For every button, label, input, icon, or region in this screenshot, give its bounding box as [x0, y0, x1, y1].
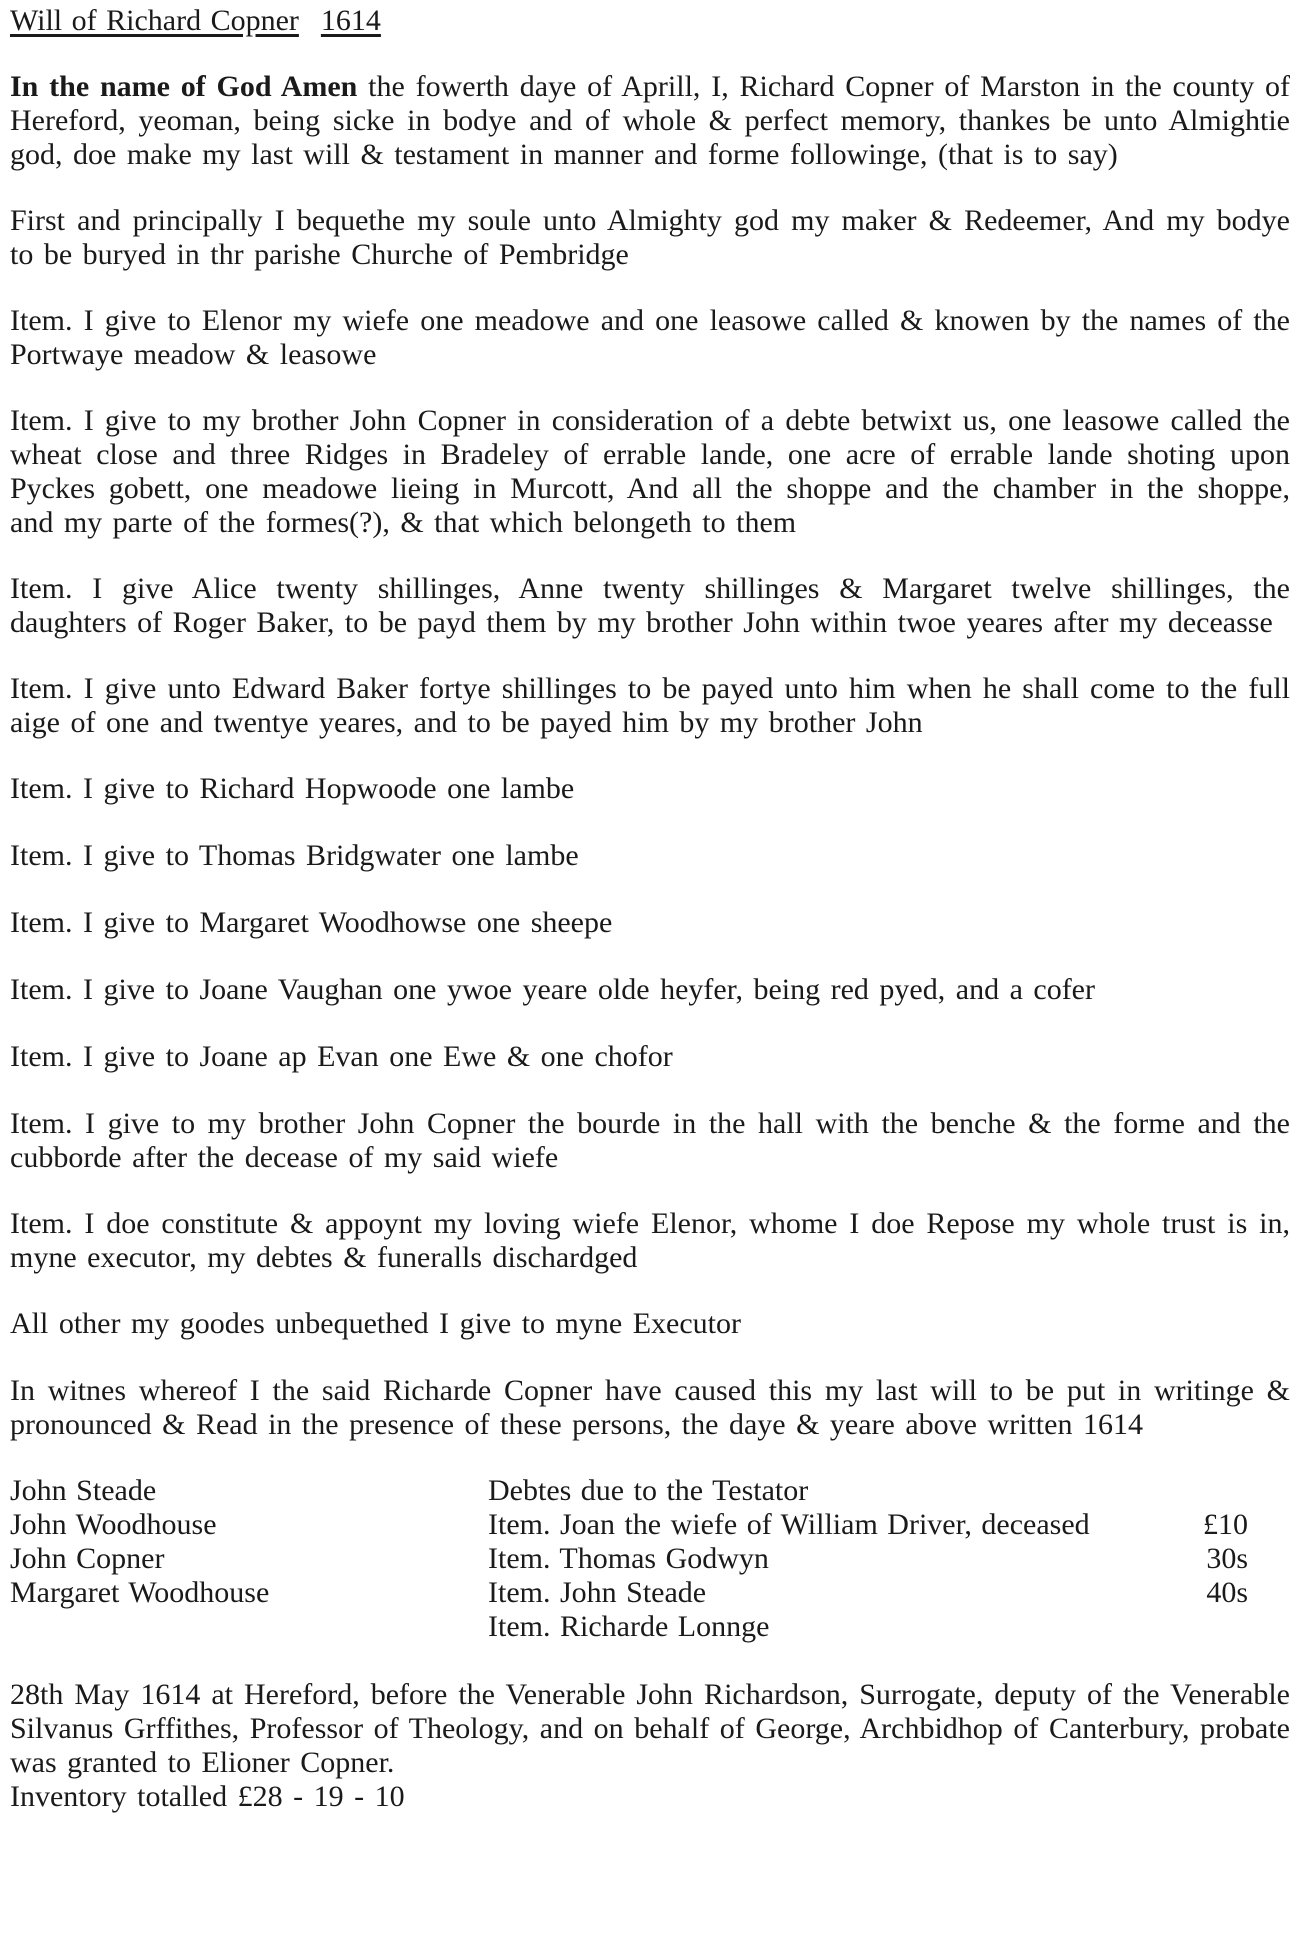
debt-amount: 40s: [1206, 1576, 1248, 1609]
debt-row: [488, 1576, 1248, 1610]
probate-section: [10, 1678, 1290, 1814]
paragraph-item-woodhowse: Item. I give to Margaret Woodhowse one sheepe: [10, 906, 613, 939]
paragraph-item-john-copner: Item. I give to my brother John Copner in consideration of a debte betwixt us, one leasowe called the wheat close and three Ridges in Bradeley of errable lande, one acre of errable lande shoting upon Pyckes gobett, one meadowe lieing in Murcott, And all the shoppe and the chamber in the shoppe, and my parte of the formes(?), & that which belongeth to them: [10, 404, 1290, 539]
witness-list: [10, 1474, 488, 1644]
paragraph-witness-clause: In witnes whereof I the said Richarde Copner have caused this my last will to be put in writinge & pronounced & Read in the presence of these persons, the daye & yeare above written 1614: [10, 1374, 1290, 1441]
debts-heading: Debtes due to the Testator: [488, 1474, 809, 1507]
debt-label: Item. Thomas Godwyn: [488, 1542, 769, 1575]
witness-name: John Woodhouse: [10, 1508, 217, 1541]
debt-amount: 30s: [1206, 1542, 1248, 1575]
debt-label: Item. Richarde Lonnge: [488, 1610, 770, 1643]
preamble-lead: In the name of God Amen: [10, 70, 358, 103]
witness-name: Margaret Woodhouse: [10, 1576, 270, 1609]
preamble-paragraph: [10, 70, 1290, 172]
title-text: Will of Richard Copner: [10, 4, 299, 37]
paragraph-item-vaughan: Item. I give to Joane Vaughan one ywoe yeare olde heyfer, being red pyed, and a cofer: [10, 973, 1095, 1006]
paragraph-item-edward-baker: Item. I give unto Edward Baker fortye shillinges to be payed unto him when he shall come to the full aige of one and twentye yeares, and to be payed him by my brother John: [10, 672, 1290, 739]
debts-list: [488, 1474, 1248, 1644]
paragraph-goods: All other my goodes unbequethed I give to myne Executor: [10, 1307, 741, 1340]
debt-amount: £10: [1203, 1508, 1248, 1541]
signatures-and-debts: [10, 1474, 1290, 1644]
document-title: [10, 4, 381, 38]
inventory-total: Inventory totalled £28 - 19 - 10: [10, 1780, 405, 1813]
debt-row: [488, 1508, 1248, 1542]
witness-name: John Copner: [10, 1542, 165, 1575]
probate-text: 28th May 1614 at Hereford, before the Venerable John Richardson, Surrogate, deputy of the Venerable Silvanus Grffithes, Professor of Theology, and on behalf of George, Archbidhop of Canterbury, probate was granted to Elioner Copner.: [10, 1678, 1290, 1779]
paragraph-item-elenor: Item. I give to Elenor my wiefe one meadowe and one leasowe called & knowen by the names of the Portwaye meadow & leasowe: [10, 304, 1290, 371]
will-document: [10, 4, 1290, 1814]
preamble-text: the fowerth daye of Aprill, I, Richard Copner of Marston in the county of Hereford, yeoman, being sicke in bodye and of whole & perfect memory, thankes be unto Almightie god, doe make my last will & testament in manner and forme followinge, (that is to say): [10, 70, 1291, 171]
title-year: 1614: [320, 4, 381, 37]
paragraph-item-hopwoode: Item. I give to Richard Hopwoode one lambe: [10, 772, 575, 805]
paragraph-item-bourde: Item. I give to my brother John Copner the bourde in the hall with the benche & the forme and the cubborde after the decease of my said wiefe: [10, 1107, 1290, 1174]
debt-label: Item. John Steade: [488, 1576, 707, 1609]
debt-row: [488, 1542, 1248, 1576]
paragraph-item-bridgwater: Item. I give to Thomas Bridgwater one lambe: [10, 839, 579, 872]
paragraph-item-baker-daughters: Item. I give Alice twenty shillinges, Anne twenty shillinges & Margaret twelve shillinges, the daughters of Roger Baker, to be payd them by my brother John within twoe yeares after my deceasse: [10, 572, 1290, 639]
paragraph-soul: First and principally I bequethe my soule unto Almighty god my maker & Redeemer, And my bodye to be buryed in thr parishe Churche of Pembridge: [10, 204, 1290, 271]
paragraph-executor: Item. I doe constitute & appoynt my loving wiefe Elenor, whome I doe Repose my whole trust is in, myne executor, my debtes & funeralls dischardged: [10, 1207, 1290, 1274]
debt-label: Item. Joan the wiefe of William Driver, deceased: [488, 1508, 1090, 1541]
debt-row: [488, 1610, 1248, 1644]
debt-amount: [1178, 1610, 1248, 1644]
paragraph-item-ap-evan: Item. I give to Joane ap Evan one Ewe & one chofor: [10, 1040, 673, 1073]
witness-name: John Steade: [10, 1474, 157, 1507]
